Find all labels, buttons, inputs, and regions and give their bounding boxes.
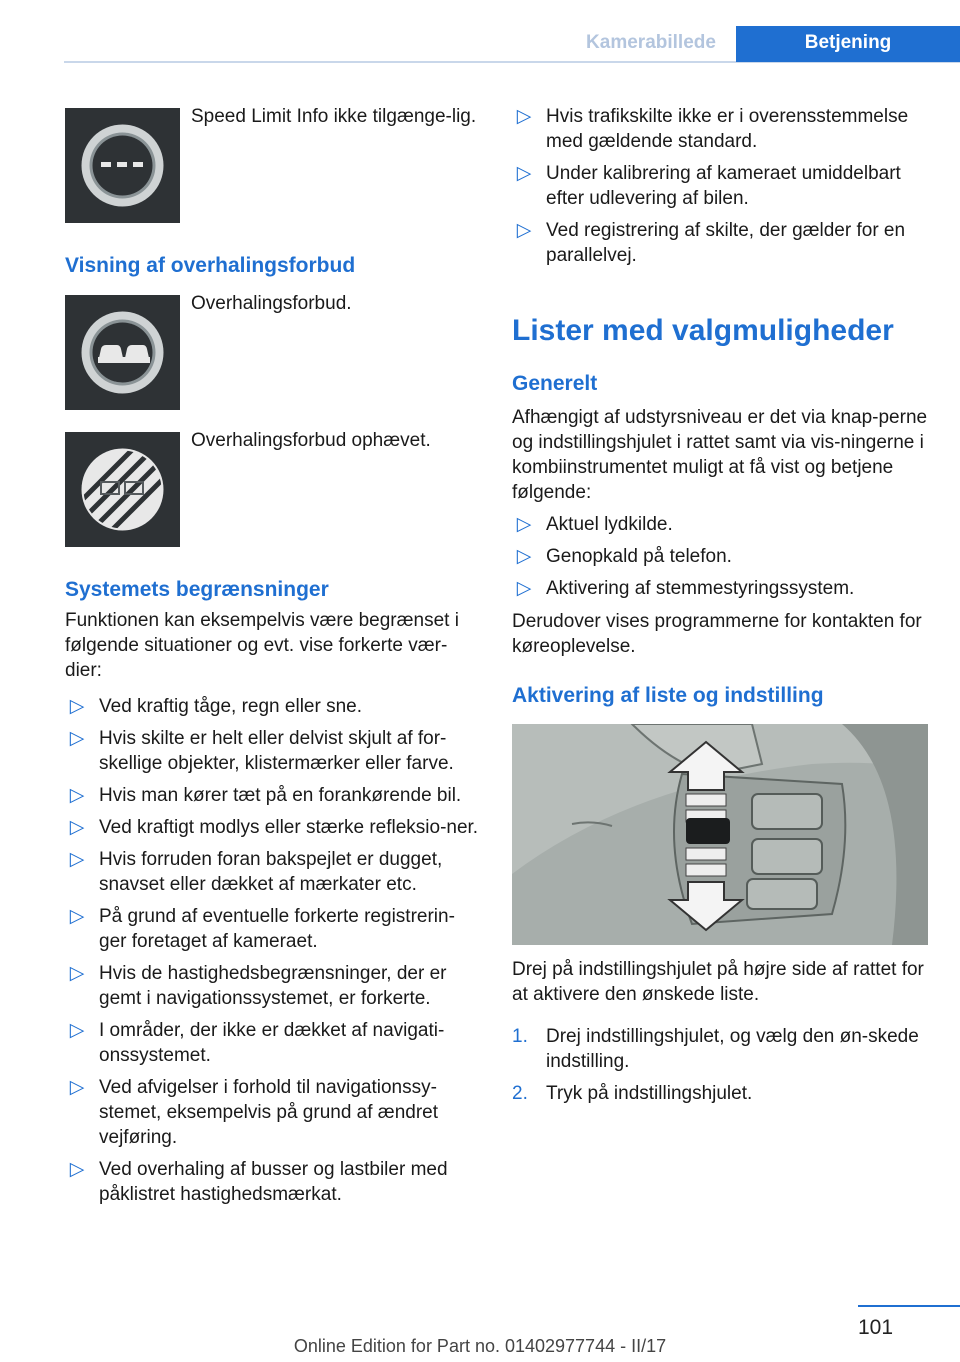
footer-edition: Online Edition for Part no. 01402977744 - II/17 xyxy=(293,1336,667,1356)
list-item: ▷ Ved overhaling af busser og lastbiler med påklistret hastighedsmærkat. xyxy=(65,1157,481,1207)
list-item: ▷ Hvis trafikskilte ikke er i overensstemmelse med gældende standard. xyxy=(512,104,930,154)
bullet-triangle-icon: ▷ xyxy=(69,906,85,927)
bullet-triangle-icon: ▷ xyxy=(69,728,85,749)
list-item: ▷ Under kalibrering af kameraet umiddelbart efter udlevering af bilen. xyxy=(512,161,930,211)
bullet-triangle-icon: ▷ xyxy=(516,546,532,567)
no-overtaking-sign-icon xyxy=(65,295,180,410)
limitations-heading: Systemets begrænsninger xyxy=(65,578,329,601)
limitations-intro: Funktionen kan eksempelvis være begrænset i følgende situationer og evt. vise forkerte vær-dier: xyxy=(65,610,459,681)
list-item: ▷ Hvis skilte er helt eller delvist skjult af for-skellige objekter, klistermærker eller farve. xyxy=(65,726,481,776)
list-item: ▷ Ved afvigelser i forhold til navigationssy-stemet, eksempelvis på grund af ændret vejføring. xyxy=(65,1075,481,1150)
steering-wheel-controls-illustration xyxy=(512,724,928,945)
bullet-triangle-icon: ▷ xyxy=(69,1020,85,1041)
bullet-triangle-icon: ▷ xyxy=(69,963,85,984)
bullet-triangle-icon: ▷ xyxy=(69,696,85,717)
general-heading: Generelt xyxy=(512,372,598,395)
bullet-triangle-icon: ▷ xyxy=(516,514,532,535)
list-item: ▷ Ved kraftigt modlys eller stærke refleksio-ner. xyxy=(65,815,481,840)
step-item: 2. Tryk på indstillingshjulet. xyxy=(512,1083,753,1104)
general-after-text: Derudover vises programmerne for kontakten for køreoplevelse. xyxy=(512,611,922,657)
end-no-overtaking-sign-icon xyxy=(65,432,180,547)
list-item: ▷ Hvis man kører tæt på en forankørende bil. xyxy=(65,783,481,808)
bullet-triangle-icon: ▷ xyxy=(516,106,532,127)
overtaking-end-caption: Overhalingsforbud ophævet. xyxy=(191,430,431,451)
page-number: 101 xyxy=(858,1316,894,1339)
list-item: ▷ I områder, der ikke er dækket af navigati-onssystemet. xyxy=(65,1018,481,1068)
activation-text: Drej på indstillingshjulet på højre side af rattet for at aktivere den ønskede liste. xyxy=(512,959,924,1005)
activation-heading: Aktivering af liste og indstilling xyxy=(512,684,824,707)
tab-kamerabillede[interactable]: Kamerabillede xyxy=(586,32,716,53)
list-item: ▷ Aktivering af stemmestyringssystem. xyxy=(512,576,930,601)
bullet-triangle-icon: ▷ xyxy=(516,163,532,184)
overtaking-heading: Visning af overhalingsforbud xyxy=(65,254,356,277)
bullet-triangle-icon: ▷ xyxy=(69,785,85,806)
general-list xyxy=(512,512,930,608)
list-item: ▷ Aktuel lydkilde. xyxy=(512,512,930,537)
list-item: ▷ På grund af eventuelle forkerte registrerin-ger foretaget af kameraet. xyxy=(65,904,481,954)
bullet-triangle-icon: ▷ xyxy=(516,578,532,599)
list-item: ▷ Ved kraftig tåge, regn eller sne. xyxy=(65,694,481,719)
limitations-list-continued xyxy=(512,104,930,275)
speed-limit-caption: Speed Limit Info ikke tilgænge-lig. xyxy=(191,106,477,127)
limitations-list xyxy=(65,694,481,1214)
lists-heading: Lister med valgmuligheder xyxy=(512,314,894,347)
activation-steps xyxy=(512,1024,930,1113)
step-item: 1. Drej indstillingshjulet, og vælg den øn-skede indstilling. xyxy=(512,1026,919,1072)
list-item: ▷ Genopkald på telefon. xyxy=(512,544,930,569)
bullet-triangle-icon: ▷ xyxy=(69,849,85,870)
bullet-triangle-icon: ▷ xyxy=(69,1159,85,1180)
step-number: 1. xyxy=(512,1026,528,1047)
list-item: ▷ Ved registrering af skilte, der gælder for en parallelvej. xyxy=(512,218,930,268)
bullet-triangle-icon: ▷ xyxy=(69,1077,85,1098)
list-item: ▷ Hvis forruden foran bakspejlet er dugget, snavset eller dækket af mærkater etc. xyxy=(65,847,481,897)
tab-betjening[interactable]: Betjening xyxy=(736,26,960,62)
page-number-rule xyxy=(858,1305,960,1307)
step-number: 2. xyxy=(512,1083,528,1104)
bullet-triangle-icon: ▷ xyxy=(516,220,532,241)
general-text: Afhængigt af udstyrsniveau er det via knap-perne og indstillingshjulet i rattet samt via vis-ningerne i kombiinstrumentet muligt at få vist og betjene følgende: xyxy=(512,407,928,503)
list-item: ▷ Hvis de hastighedsbegrænsninger, der er gemt i navigationssystemet, er forkerte. xyxy=(65,961,481,1011)
overtaking-caption: Overhalingsforbud. xyxy=(191,293,352,314)
speed-limit-unavailable-sign-icon xyxy=(65,108,180,223)
bullet-triangle-icon: ▷ xyxy=(69,817,85,838)
